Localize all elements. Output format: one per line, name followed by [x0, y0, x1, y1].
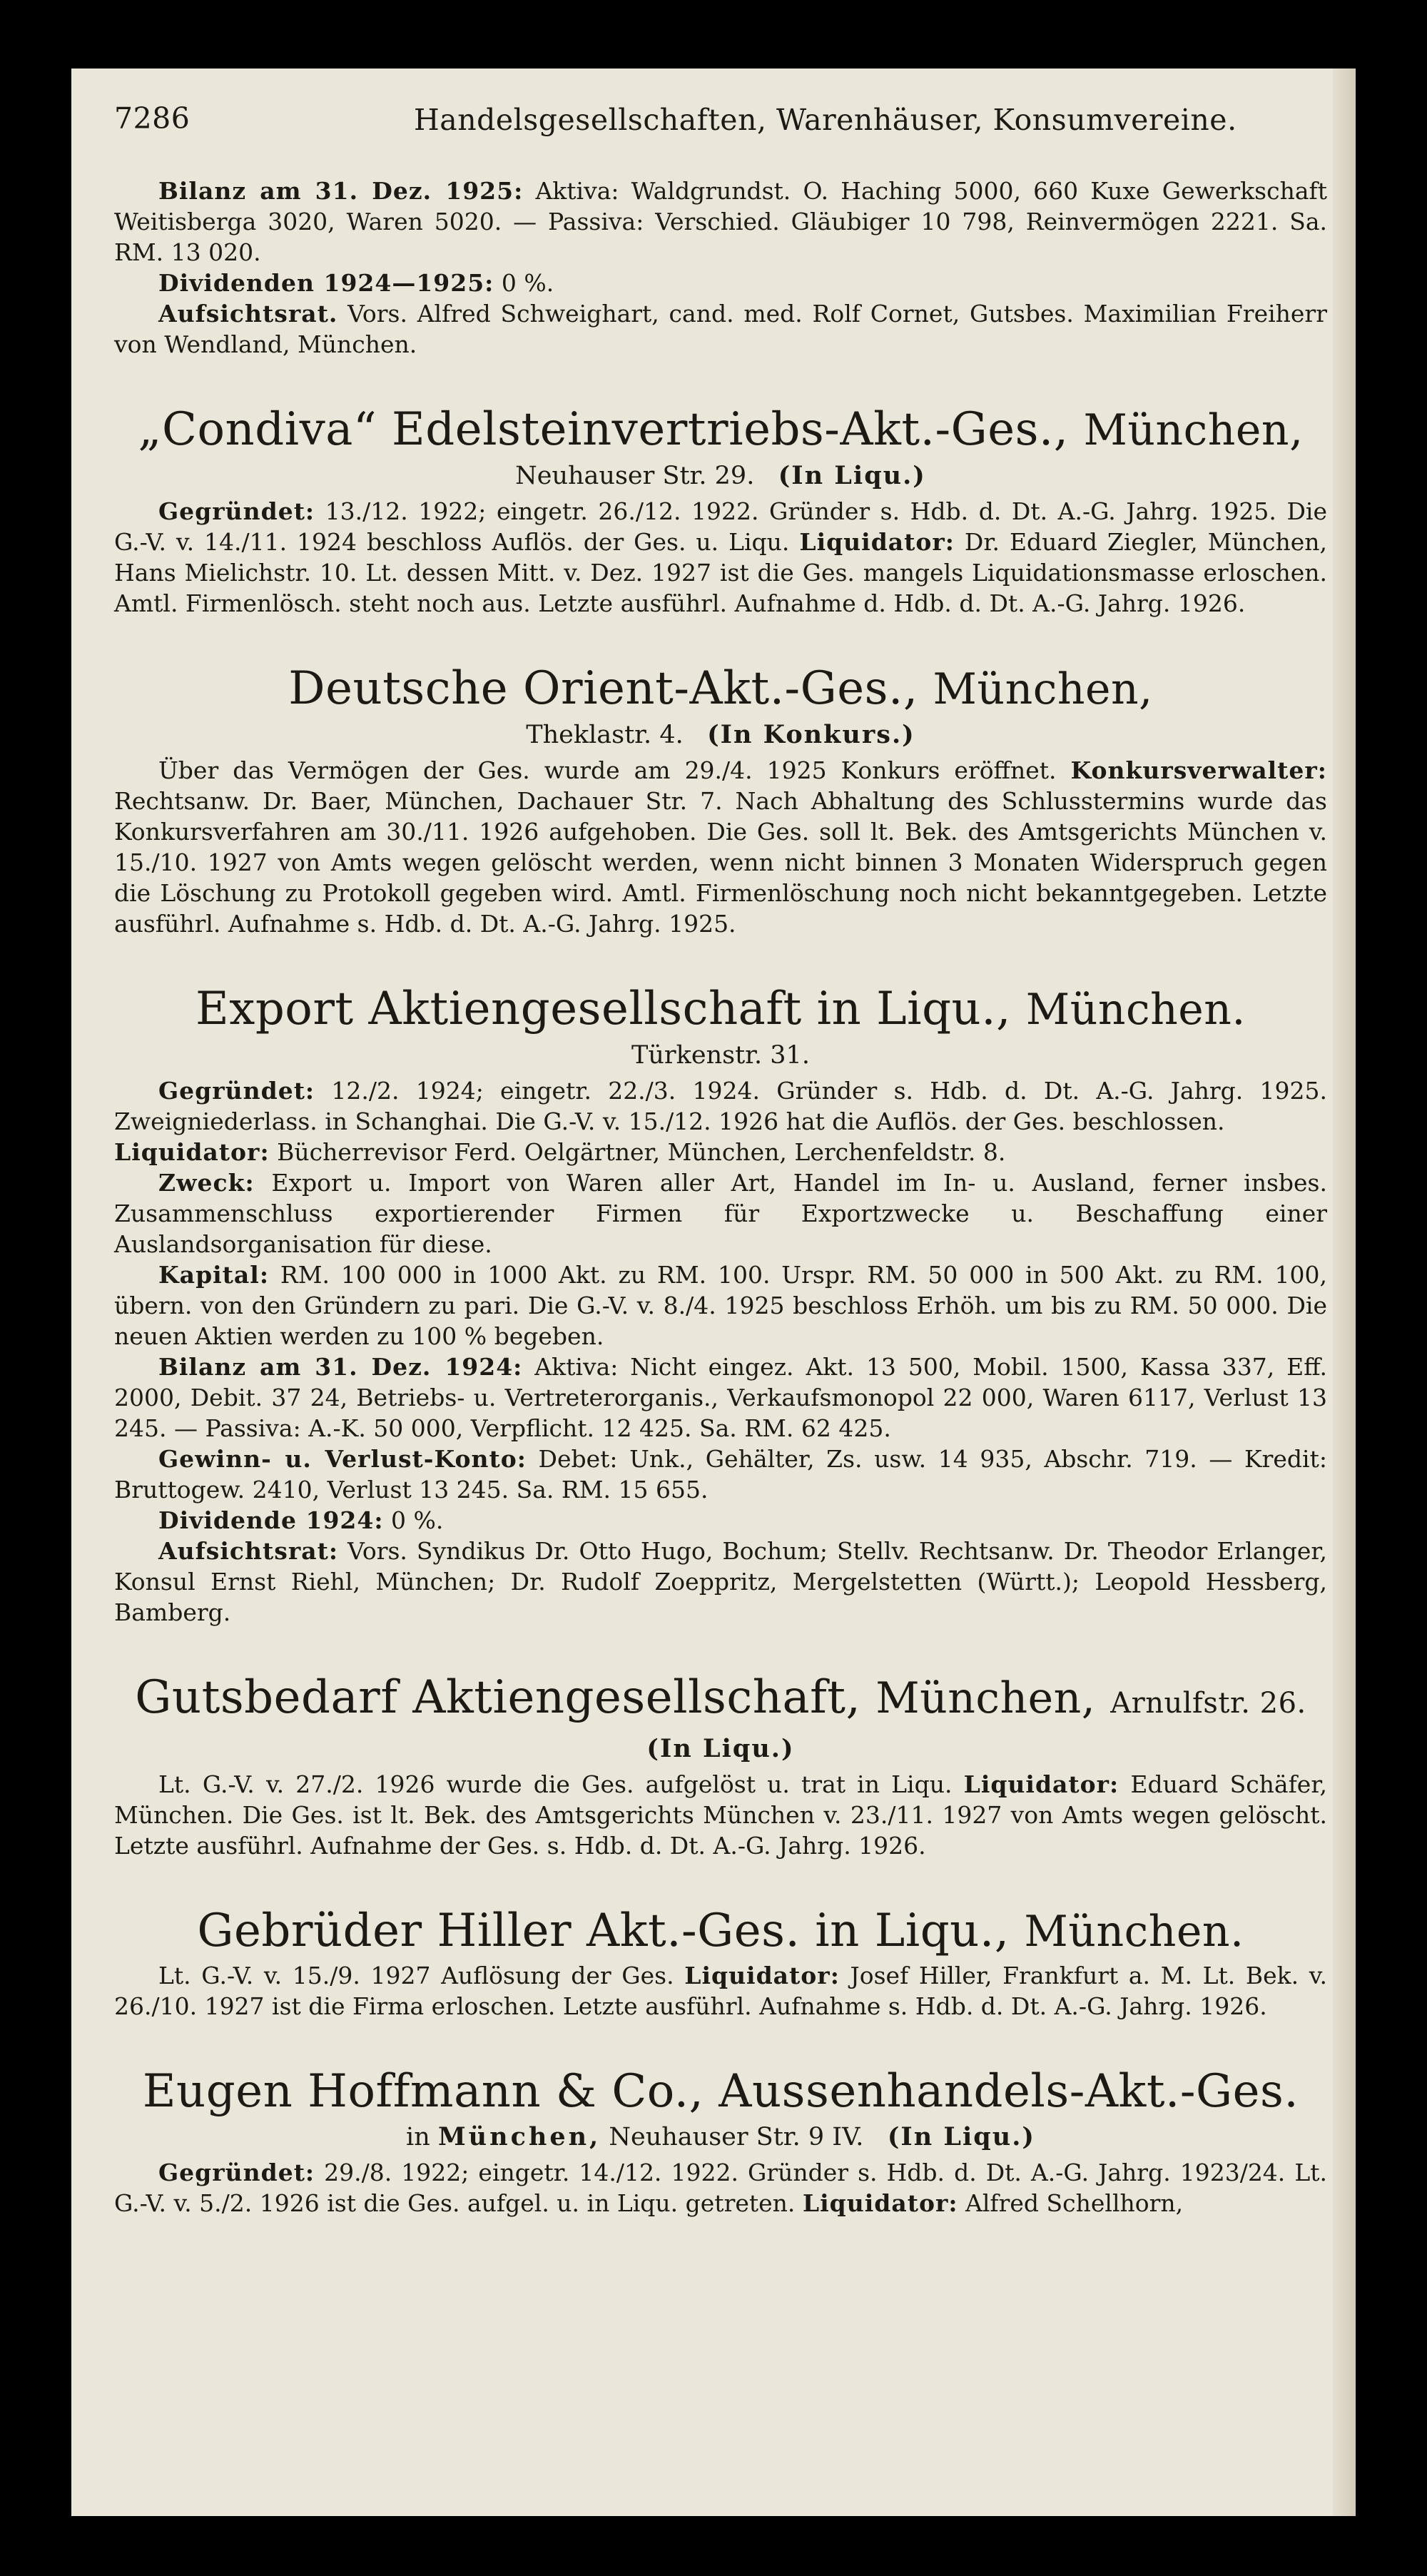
label-liquidator: Liquidator:: [802, 2189, 958, 2217]
label-aufsichtsrat: Aufsichtsrat.: [158, 300, 338, 328]
page-body: [114, 176, 1327, 2218]
entry-address-line: [114, 459, 1327, 493]
paragraph-zweck: [114, 1167, 1327, 1259]
text-gegruendet: 29./8. 1922; eingetr. 14./12. 1922. Gründer s. Hdb. d. Dt. A.-G. Jahrg. 1923/24. Lt. G.-V. v. 5./2. 1926 ist die Ges. aufgel. u. in Liqu. getreten.: [114, 2159, 1327, 2217]
label-dividenden: Dividenden 1924—1925:: [158, 269, 494, 297]
text-dividende: 0 %.: [391, 1506, 444, 1534]
paragraph-aufsichtsrat: [114, 1536, 1327, 1628]
company-name: „Condiva“ Edelsteinvertriebs-Akt.-Ges.,: [138, 403, 1069, 456]
entry-address-line: [114, 718, 1327, 752]
entry-title: [114, 1669, 1327, 1732]
running-title: Handelsgesellschaften, Warenhäuser, Konsumvereine.: [414, 103, 1237, 137]
label-zweck: Zweck:: [158, 1169, 255, 1197]
company-address: Arnulfstr. 26.: [1110, 1687, 1306, 1720]
paragraph-konkurs: [114, 755, 1327, 939]
entry-status-line: [114, 1732, 1327, 1766]
text-dividenden: 0 %.: [501, 269, 554, 297]
company-city: München.: [1025, 985, 1246, 1035]
company-name: Deutsche Orient-Akt.-Ges.,: [288, 662, 918, 715]
company-address: Theklastr. 4.: [526, 721, 684, 749]
entry-eugen-hoffmann: [114, 2063, 1327, 2218]
entry-export-ag: [114, 980, 1327, 1628]
company-name: Export Aktiengesellschaft in Liqu.,: [195, 983, 1011, 1035]
entry-address-line: [114, 2120, 1327, 2154]
text-liquidator: Alfred Schellhorn,: [965, 2189, 1184, 2217]
address-prefix: in: [406, 2123, 430, 2151]
company-city: München,: [1083, 405, 1304, 455]
text-bilanz: Aktiva: Nicht eingez. Akt. 13 500, Mobil. 1500, Kassa 337, Eff. 2000, Debit. 37 24, Betriebs- u. Vertreterorganis., Verkaufsmonopol 22 000, Waren 6117, Verlust 13 245. — Passiva: A.-K. 50 000, Verpflicht. 12 425. Sa. RM. 62 425.: [114, 1353, 1327, 1442]
text-kapital: RM. 100 000 in 1000 Akt. zu RM. 100. Urspr. RM. 50 000 in 500 Akt. zu RM. 100, übern. von den Gründern zu pari. Die G.-V. v. 8./4. 1925 beschloss Erhöh. um bis zu RM. 50 000. Die neuen Aktien werden zu 100 % begeben.: [114, 1261, 1327, 1350]
paragraph-liquidation: [114, 1769, 1327, 1861]
document-page: [71, 69, 1356, 2516]
label-bilanz: Bilanz am 31. Dez. 1924:: [158, 1353, 523, 1381]
label-liquidator: Liquidator:: [799, 528, 955, 556]
paragraph-gewinn-verlust: [114, 1444, 1327, 1505]
company-address: Neuhauser Str. 9 IV.: [609, 2123, 864, 2151]
label-dividende: Dividende 1924:: [158, 1506, 384, 1534]
label-gegruendet: Gegründet:: [158, 1077, 315, 1105]
text-gegruendet: 13./12. 1922; eingetr. 26./12. 1922. Gründer s. Hdb. d. Dt. A.-G. Jahrg. 1925. Die G.-V. v. 14./11. 1924 beschloss Auflös. der Ges. u. Liqu.: [114, 497, 1327, 556]
paragraph-dividenden: [114, 268, 1327, 298]
entry-title: [114, 1902, 1327, 1960]
entry-gebrueder-hiller: [114, 1902, 1327, 2022]
konkurs-status: (In Konkurs.): [707, 720, 915, 749]
company-city: München,: [933, 664, 1153, 714]
label-liquidator: Liquidator:: [114, 1138, 270, 1166]
entry-title: [114, 401, 1327, 459]
entry-title: [114, 980, 1327, 1038]
entry-title: [114, 2063, 1327, 2120]
label-liquidator: Liquidator:: [963, 1770, 1119, 1798]
text-aufsichtsrat: Vors. Syndikus Dr. Otto Hugo, Bochum; Stellv. Rechtsanw. Dr. Theodor Erlanger, Konsul Ernst Riehl, München; Dr. Rudolf Zoeppritz, Mergelstetten (Württ.); Leopold Hessberg, Bamberg.: [114, 1537, 1327, 1626]
text-liquidation-a: Lt. G.-V. v. 27./2. 1926 wurde die Ges. aufgelöst u. trat in Liqu.: [158, 1770, 953, 1798]
text-liquidation-b: Josef Hiller, Frankfurt a. M. Lt. Bek. v. 26./10. 1927 ist die Firma erloschen. Letzte ausführl. Aufnahme s. Hdb. d. Dt. A.-G. Jahrg. 1926.: [114, 1962, 1327, 2020]
company-city: München,: [875, 1673, 1096, 1723]
label-aufsichtsrat: Aufsichtsrat:: [158, 1537, 339, 1565]
label-kapital: Kapital:: [158, 1261, 270, 1289]
company-address: Neuhauser Str. 29.: [515, 462, 755, 490]
paragraph-kapital: [114, 1259, 1327, 1352]
entry-title: [114, 660, 1327, 718]
text-gegruendet: 12./2. 1924; eingetr. 22./3. 1924. Gründer s. Hdb. d. Dt. A.-G. Jahrg. 1925. Zweigniederlass. in Schanghai. Die G.-V. v. 15./12. 1926 hat die Auflös. der Ges. beschlossen.: [114, 1077, 1327, 1135]
text-bilanz: Aktiva: Waldgrundst. O. Haching 5000, 660 Kuxe Gewerkschaft Weitisberga 3020, Waren 5020. — Passiva: Verschied. Gläubiger 10 798, Reinvermögen 2221. Sa. RM. 13 020.: [114, 177, 1327, 266]
company-name: Gebrüder Hiller Akt.-Ges. in Liqu.,: [197, 1905, 1010, 1957]
paragraph-bilanz: [114, 1352, 1327, 1444]
text-gewinn-verlust: Debet: Unk., Gehälter, Zs. usw. 14 935, Abschr. 719. — Kredit: Bruttogew. 2410, Verlust 13 245. Sa. RM. 15 655.: [114, 1445, 1327, 1503]
paragraph-liquidation: [114, 1960, 1327, 2022]
text-konkurs-b: Rechtsanw. Dr. Baer, München, Dachauer Str. 7. Nach Abhaltung des Schlusstermins wurde das Konkursverfahren am 30./11. 1926 aufgehoben. Die Ges. soll lt. Bek. des Amtsgerichts München v. 15./10. 1927 von Amts wegen gelöscht werden, wenn nicht binnen 3 Monaten Widerspruch gegen die Löschung zu Protokoll gegeben wird. Amtl. Firmenlöschung noch nicht bekanntgegeben. Letzte ausführl. Aufnahme s. Hdb. d. Dt. A.-G. Jahrg. 1925.: [114, 787, 1327, 938]
company-address: Türkenstr. 31.: [631, 1041, 810, 1070]
label-liquidator: Liquidator:: [684, 1962, 840, 1989]
text-liquidation-a: Lt. G.-V. v. 15./9. 1927 Auflösung der Ges.: [158, 1962, 674, 1989]
company-name: Gutsbedarf Aktiengesellschaft,: [135, 1671, 861, 1724]
text-aufsichtsrat: Vors. Alfred Schweighart, cand. med. Rolf Cornet, Gutsbes. Maximilian Freiherr von Wendland, München.: [114, 300, 1327, 358]
label-bilanz: Bilanz am 31. Dez. 1925:: [158, 177, 524, 205]
label-gewinn-verlust: Gewinn- u. Verlust-Konto:: [158, 1445, 527, 1473]
label-gegruendet: Gegründet:: [158, 2159, 315, 2186]
entry-gutsbedarf: [114, 1669, 1327, 1861]
page-edge: [1333, 69, 1356, 2516]
text-zweck: Export u. Import von Waren aller Art, Handel im In- u. Ausland, ferner insbes. Zusammenschluss exportierender Firmen für Exportzwecke u. Beschaffung einer Auslandsorganisation für diese.: [114, 1169, 1327, 1258]
paragraph-gegruendet: [114, 496, 1327, 619]
company-city: München.: [1024, 1907, 1244, 1957]
paragraph-gegruendet: [114, 2157, 1327, 2218]
text-liquidator: Dr. Eduard Ziegler, München, Hans Mielichstr. 10. Lt. dessen Mitt. v. Dez. 1927 ist die Ges. mangels Liquidationsmasse erloschen. Amtl. Firmenlösch. steht noch aus. Letzte ausführl. Aufnahme d. Hdb. d. Dt. A.-G. Jahrg. 1926.: [114, 528, 1327, 617]
label-konkursverwalter: Konkursverwalter:: [1070, 756, 1327, 784]
text-liquidator: Bücherrevisor Ferd. Oelgärtner, München, Lerchenfeldstr. 8.: [277, 1138, 1006, 1166]
page-number: 7286: [114, 101, 191, 136]
label-gegruendet: Gegründet:: [158, 497, 315, 525]
paragraph-gegruendet: [114, 1075, 1327, 1137]
entry-condiva: [114, 401, 1327, 619]
entry-deutsche-orient: [114, 660, 1327, 939]
text-liquidation-b: Eduard Schäfer, München. Die Ges. ist lt. Bek. des Amtsgerichts München v. 23./11. 1927 von Amts wegen gelöscht. Letzte ausführl. Aufnahme der Ges. s. Hdb. d. Dt. A.-G. Jahrg. 1926.: [114, 1770, 1327, 1860]
entry-previous-continued: [114, 176, 1327, 360]
company-name: Eugen Hoffmann & Co., Aussenhandels-Akt.-Ges.: [142, 2065, 1299, 2118]
liquidation-status: (In Liqu.): [778, 461, 926, 490]
paragraph-liquidator: [114, 1137, 1327, 1167]
liquidation-status: (In Liqu.): [646, 1734, 795, 1763]
liquidation-status: (In Liqu.): [887, 2122, 1035, 2151]
paragraph-bilanz: [114, 176, 1327, 268]
paragraph-dividende: [114, 1505, 1327, 1536]
entry-address-line: [114, 1038, 1327, 1073]
company-city: München,: [437, 2122, 601, 2151]
text-konkurs-a: Über das Vermögen der Ges. wurde am 29./4. 1925 Konkurs eröffnet.: [158, 756, 1057, 784]
paragraph-aufsichtsrat: [114, 298, 1327, 360]
